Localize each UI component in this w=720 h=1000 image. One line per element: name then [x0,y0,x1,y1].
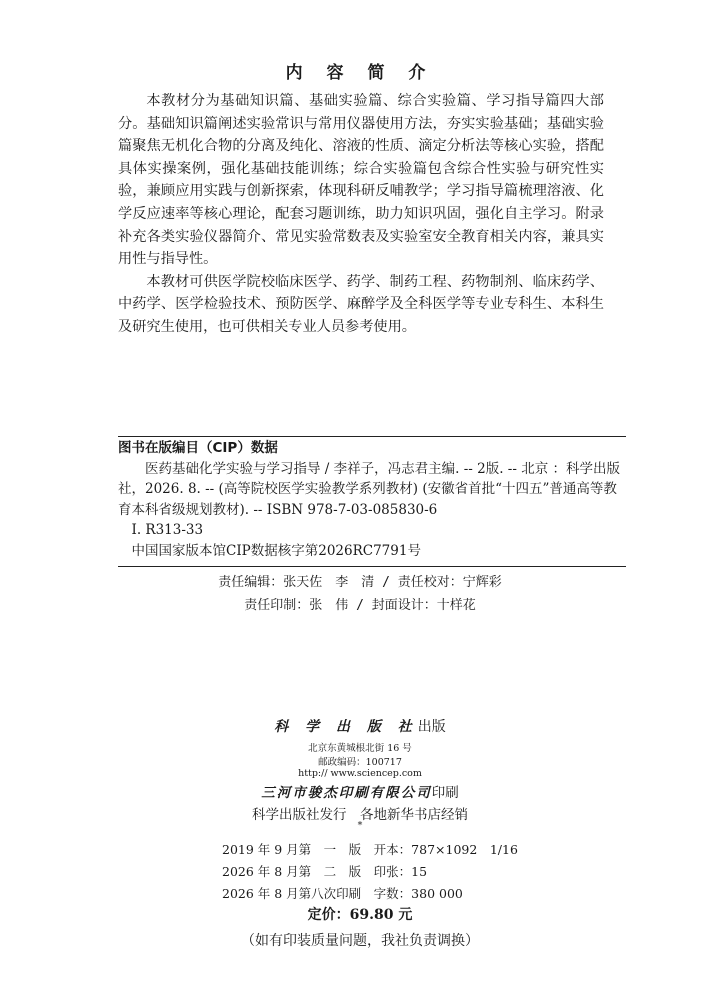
synopsis-paragraph-2: 本教材可供医学院校临床医学、药学、制药工程、药物制剂、临床药学、中药学、医学检验技术、预防医学、麻醉学及全科医学等专业专科生、本科生及研究生使用，也可供相关专业人员参考使用。 [118,273,604,335]
synopsis-title: 内 容 简 介 [285,63,435,83]
edition-line-3: 2026 年 8 月第八次印刷 字数：380 000 [222,886,463,901]
cip-block [118,438,626,561]
edition-line-1: 2019 年 9 月第 一 版 开本：787×1092 1/16 [222,842,518,857]
printer-line [0,781,720,801]
publisher-address: 北京东黄城根北街 16 号 [308,743,412,754]
quality-notice: （如有印装质量问题，我社负责调换） [241,933,479,949]
publisher-postcode: 邮政编码：100717 [318,757,402,768]
cip-record: 中国国家版本馆CIP数据核字第2026RC7791号 [131,542,421,559]
staff-line-production: 责任印制：张 伟 / 封面设计：十样花 [244,598,476,613]
synopsis-paragraph-1: 本教材分为基础知识篇、基础实验篇、综合实验篇、学习指导篇四大部分。基础知识篇阐述实验常识与常用仪器使用方法，夯实实验基础；基础实验篇聚焦无机化合物的分离及纯化、溶液的性质、滴定分析法等核心实验，搭配具体实操案例，强化基础技能训练；综合实验篇包含综合性实验与研究性实验，兼顾应用实践与创新探索，体现科研反哺教学；学习指导篇梳理溶液、化学反应速率等核心理论，配套习题训练，助力知识巩固，强化自主学习。附录补充各类实验仪器简介、常见实验常数表及实验室安全教育相关内容，兼具实用性与指导性。 [118,93,604,268]
synopsis-text [118,90,604,339]
cip-top-rule [118,436,626,437]
printer-suffix: 印刷 [431,785,459,801]
price: 定价：69.80 元 [307,907,413,923]
cip-heading: 图书在版编目（CIP）数据 [118,440,278,456]
cip-bottom-rule [118,566,626,567]
staff-line-editors: 责任编辑：张天佐 李 清 / 责任校对：宁辉彩 [218,575,502,590]
cip-classification: Ⅰ. R313-33 [131,522,204,538]
cip-body: 医药基础化学实验与学习指导 / 李祥子，冯志君主编. -- 2版. -- 北京 ：科学出版社，2026. 8. -- (高等院校医学实验教学系列教材) (安徽省首批“十四五”普通高等教育本科省级规划教材). -- ISBN 978-7-03-085830-6 [118,460,621,518]
edition-line-2: 2026 年 8 月第 二 版 印张：15 [222,864,428,879]
publisher-website: http:// www.sciencep.com [298,768,422,779]
printer-name: 三河市骏杰印刷有限公司 [261,785,432,801]
publisher-line [0,716,720,736]
distribution-line: 科学出版社发行 各地新华书店经销 [252,807,468,823]
publisher-name: 科 学 出 版 社 [274,719,418,735]
publisher-suffix: 出版 [417,719,446,735]
separator-star: * [357,820,363,831]
